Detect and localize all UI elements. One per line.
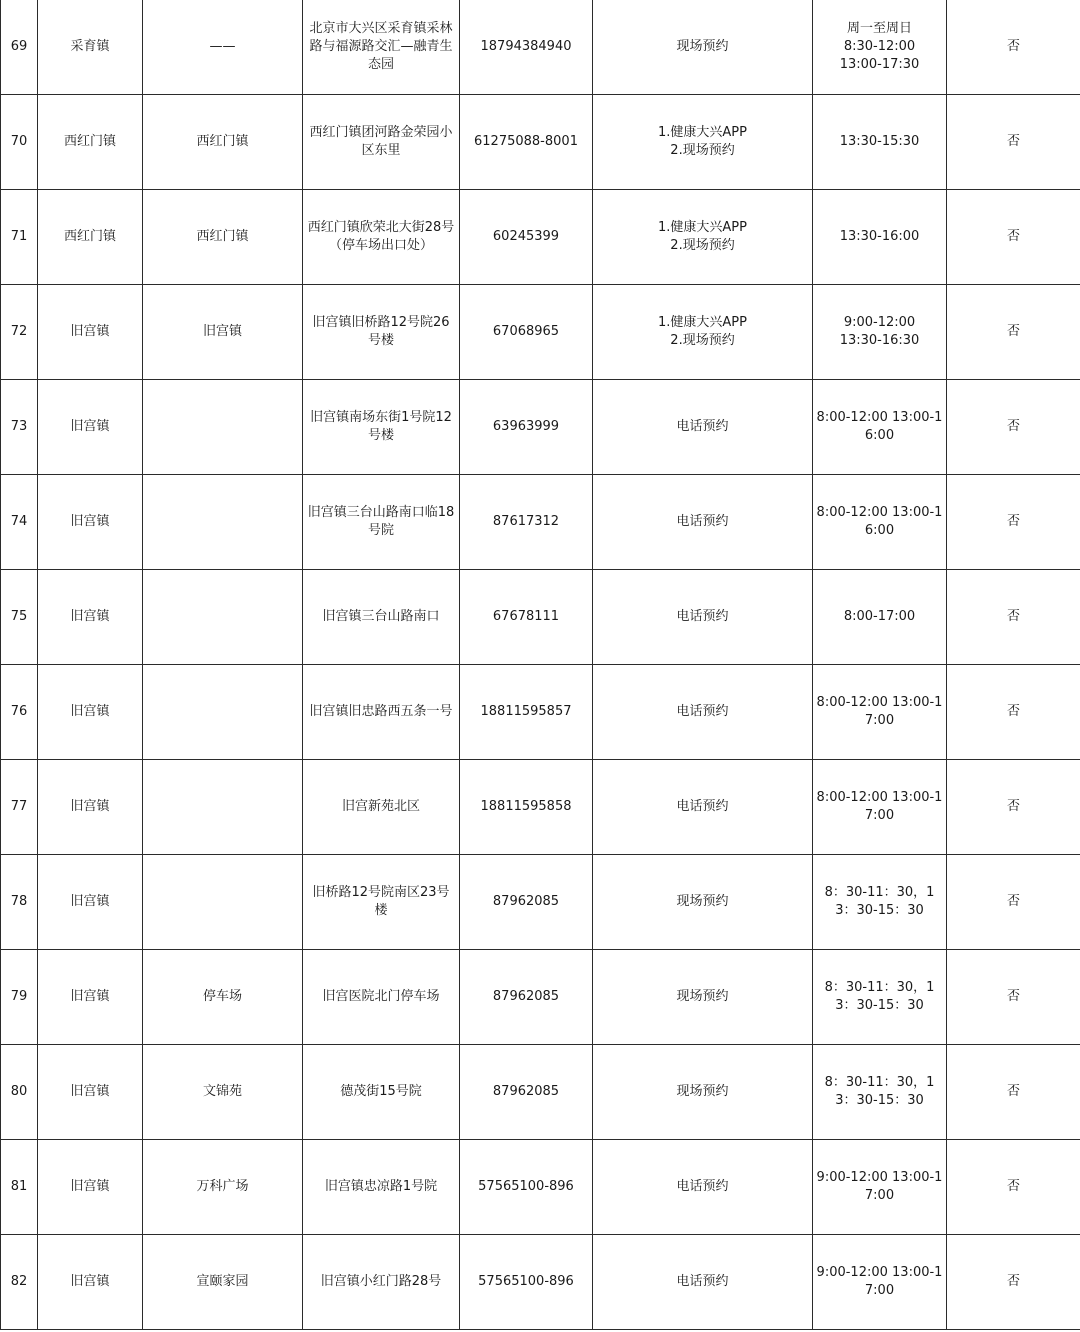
site-name-cell: 文锦苑 xyxy=(143,1045,303,1140)
table-row xyxy=(1,570,1080,665)
service-hours-cell: 13:30-15:30 xyxy=(813,95,947,190)
town-cell: 旧宫镇 xyxy=(38,1235,143,1330)
town-cell: 旧宫镇 xyxy=(38,665,143,760)
table-body xyxy=(1,0,1080,1330)
phone-cell: 18811595858 xyxy=(460,760,593,855)
site-name-cell: 西红门镇 xyxy=(143,95,303,190)
flag-cell: 否 xyxy=(947,380,1080,475)
site-name-cell xyxy=(143,665,303,760)
flag-cell: 否 xyxy=(947,475,1080,570)
table-row xyxy=(1,855,1080,950)
address-cell: 西红门镇团河路金荣园小区东里 xyxy=(303,95,460,190)
site-name-cell xyxy=(143,760,303,855)
address-cell: 旧宫镇三台山路南口 xyxy=(303,570,460,665)
address-cell: 北京市大兴区采育镇采林路与福源路交汇—融青生态园 xyxy=(303,0,460,95)
booking-method-cell: 电话预约 xyxy=(593,380,813,475)
address-cell: 德茂街15号院 xyxy=(303,1045,460,1140)
town-cell: 旧宫镇 xyxy=(38,570,143,665)
row-number-cell: 78 xyxy=(1,855,38,950)
booking-method-cell: 电话预约 xyxy=(593,1235,813,1330)
address-cell: 旧桥路12号院南区23号楼 xyxy=(303,855,460,950)
table-row xyxy=(1,760,1080,855)
address-cell: 旧宫镇小红门路28号 xyxy=(303,1235,460,1330)
phone-cell: 57565100-896 xyxy=(460,1140,593,1235)
table-row xyxy=(1,665,1080,760)
town-cell: 旧宫镇 xyxy=(38,855,143,950)
row-number-cell: 74 xyxy=(1,475,38,570)
service-hours-cell: 8：30-11：30，13：30-15：30 xyxy=(813,1045,947,1140)
town-cell: 旧宫镇 xyxy=(38,950,143,1045)
flag-cell: 否 xyxy=(947,0,1080,95)
row-number-cell: 81 xyxy=(1,1140,38,1235)
address-cell: 西红门镇欣荣北大街28号（停车场出口处） xyxy=(303,190,460,285)
row-number-cell: 70 xyxy=(1,95,38,190)
booking-method-cell: 1.健康大兴APP 2.现场预约 xyxy=(593,285,813,380)
site-name-cell xyxy=(143,475,303,570)
booking-method-cell: 1.健康大兴APP 2.现场预约 xyxy=(593,190,813,285)
flag-cell: 否 xyxy=(947,1140,1080,1235)
address-cell: 旧宫镇三台山路南口临18号院 xyxy=(303,475,460,570)
booking-method-cell: 电话预约 xyxy=(593,570,813,665)
flag-cell: 否 xyxy=(947,95,1080,190)
town-cell: 旧宫镇 xyxy=(38,1140,143,1235)
site-name-cell xyxy=(143,855,303,950)
booking-method-cell: 现场预约 xyxy=(593,1045,813,1140)
table-row xyxy=(1,0,1080,95)
phone-cell: 18811595857 xyxy=(460,665,593,760)
service-hours-cell: 周一至周日 8:30-12:00 13:00-17:30 xyxy=(813,0,947,95)
phone-cell: 67068965 xyxy=(460,285,593,380)
table-row xyxy=(1,95,1080,190)
address-cell: 旧宫医院北门停车场 xyxy=(303,950,460,1045)
flag-cell: 否 xyxy=(947,855,1080,950)
row-number-cell: 71 xyxy=(1,190,38,285)
site-name-cell: 万科广场 xyxy=(143,1140,303,1235)
booking-method-cell: 1.健康大兴APP 2.现场预约 xyxy=(593,95,813,190)
table-row xyxy=(1,285,1080,380)
town-cell: 采育镇 xyxy=(38,0,143,95)
town-cell: 旧宫镇 xyxy=(38,475,143,570)
phone-cell: 87962085 xyxy=(460,1045,593,1140)
booking-method-cell: 电话预约 xyxy=(593,760,813,855)
row-number-cell: 69 xyxy=(1,0,38,95)
phone-cell: 87962085 xyxy=(460,950,593,1045)
row-number-cell: 73 xyxy=(1,380,38,475)
address-cell: 旧宫新苑北区 xyxy=(303,760,460,855)
service-hours-cell: 13:30-16:00 xyxy=(813,190,947,285)
site-name-cell: 旧宫镇 xyxy=(143,285,303,380)
town-cell: 旧宫镇 xyxy=(38,380,143,475)
table-row xyxy=(1,190,1080,285)
town-cell: 旧宫镇 xyxy=(38,760,143,855)
service-hours-cell: 8:00-12:00 13:00-16:00 xyxy=(813,475,947,570)
service-hours-cell: 8:00-12:00 13:00-17:00 xyxy=(813,665,947,760)
site-name-cell xyxy=(143,380,303,475)
row-number-cell: 75 xyxy=(1,570,38,665)
service-hours-cell: 9:00-12:00 13:00-17:00 xyxy=(813,1235,947,1330)
flag-cell: 否 xyxy=(947,950,1080,1045)
table-row xyxy=(1,1235,1080,1330)
phone-cell: 63963999 xyxy=(460,380,593,475)
service-hours-cell: 8：30-11：30，13：30-15：30 xyxy=(813,855,947,950)
service-hours-cell: 9:00-12:00 13:00-17:00 xyxy=(813,1140,947,1235)
table-row xyxy=(1,950,1080,1045)
booking-method-cell: 电话预约 xyxy=(593,665,813,760)
flag-cell: 否 xyxy=(947,285,1080,380)
flag-cell: 否 xyxy=(947,1045,1080,1140)
phone-cell: 87617312 xyxy=(460,475,593,570)
row-number-cell: 82 xyxy=(1,1235,38,1330)
booking-method-cell: 电话预约 xyxy=(593,475,813,570)
phone-cell: 60245399 xyxy=(460,190,593,285)
site-name-cell: 宣颐家园 xyxy=(143,1235,303,1330)
address-cell: 旧宫镇旧桥路12号院26号楼 xyxy=(303,285,460,380)
row-number-cell: 80 xyxy=(1,1045,38,1140)
flag-cell: 否 xyxy=(947,570,1080,665)
town-cell: 旧宫镇 xyxy=(38,285,143,380)
row-number-cell: 77 xyxy=(1,760,38,855)
table-row xyxy=(1,475,1080,570)
address-cell: 旧宫镇南场东街1号院12号楼 xyxy=(303,380,460,475)
service-hours-cell: 8:00-12:00 13:00-16:00 xyxy=(813,380,947,475)
booking-method-cell: 电话预约 xyxy=(593,1140,813,1235)
town-cell: 西红门镇 xyxy=(38,95,143,190)
site-name-cell xyxy=(143,570,303,665)
phone-cell: 67678111 xyxy=(460,570,593,665)
phone-cell: 87962085 xyxy=(460,855,593,950)
site-name-cell: 停车场 xyxy=(143,950,303,1045)
phone-cell: 18794384940 xyxy=(460,0,593,95)
flag-cell: 否 xyxy=(947,190,1080,285)
town-cell: 西红门镇 xyxy=(38,190,143,285)
booking-method-cell: 现场预约 xyxy=(593,0,813,95)
town-cell: 旧宫镇 xyxy=(38,1045,143,1140)
service-hours-cell: 8：30-11：30，13：30-15：30 xyxy=(813,950,947,1045)
address-cell: 旧宫镇旧忠路西五条一号 xyxy=(303,665,460,760)
table-row xyxy=(1,1140,1080,1235)
service-hours-cell: 9:00-12:00 13:30-16:30 xyxy=(813,285,947,380)
service-hours-cell: 8:00-12:00 13:00-17:00 xyxy=(813,760,947,855)
row-number-cell: 76 xyxy=(1,665,38,760)
flag-cell: 否 xyxy=(947,760,1080,855)
service-hours-cell: 8:00-17:00 xyxy=(813,570,947,665)
table-row xyxy=(1,1045,1080,1140)
phone-cell: 61275088-8001 xyxy=(460,95,593,190)
site-name-cell: 西红门镇 xyxy=(143,190,303,285)
row-number-cell: 79 xyxy=(1,950,38,1045)
table-row xyxy=(1,380,1080,475)
booking-method-cell: 现场预约 xyxy=(593,855,813,950)
row-number-cell: 72 xyxy=(1,285,38,380)
flag-cell: 否 xyxy=(947,665,1080,760)
phone-cell: 57565100-896 xyxy=(460,1235,593,1330)
address-cell: 旧宫镇忠凉路1号院 xyxy=(303,1140,460,1235)
site-name-cell: —— xyxy=(143,0,303,95)
flag-cell: 否 xyxy=(947,1235,1080,1330)
booking-method-cell: 现场预约 xyxy=(593,950,813,1045)
